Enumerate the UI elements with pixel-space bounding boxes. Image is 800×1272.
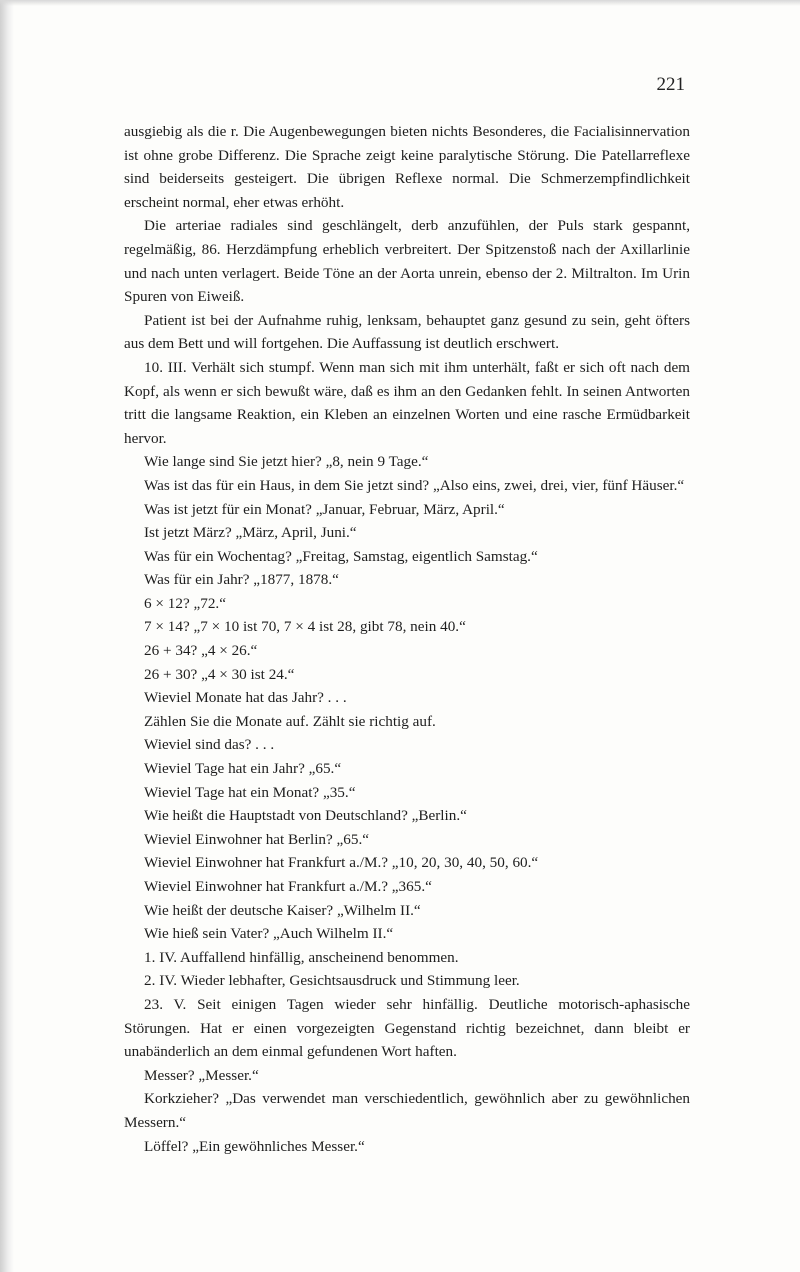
dialogue-line: Wieviel Tage hat ein Jahr? „65.“: [144, 760, 342, 778]
dialogue-line: Was ist jetzt für ein Monat? „Januar, Februar, März, April.“: [144, 500, 505, 518]
dialogue-line: Ist jetzt März? „März, April, Juni.“: [144, 524, 357, 542]
dialogue-line: Messer? „Messer.“: [144, 1066, 259, 1084]
dialogue-line: Was für ein Jahr? „1877, 1878.“: [144, 571, 339, 589]
paragraph: 23. V. Seit einigen Tagen wieder sehr hinfällig. Deutliche motorisch-aphasische Störungen. Hat er einen vorgezeigten Gegenstand richtig bezeichnet, dann bleibt er unabänderlich an dem einmal gefundenen Wort haften.: [124, 995, 690, 1061]
dialogue-line: Wieviel Einwohner hat Frankfurt a./M.? „365.“: [144, 878, 432, 895]
paragraph: 2. IV. Wieder lebhafter, Gesichtsausdruck und Stimmung leer.: [144, 972, 520, 990]
dialogue-line: Wie lange sind Sie jetzt hier? „8, nein 9 Tage.“: [144, 453, 429, 471]
dialogue-line: Zählen Sie die Monate auf. Zählt sie richtig auf.: [144, 712, 436, 730]
dialogue-line: Wie heißt die Hauptstadt von Deutschland? „Berlin.“: [144, 807, 467, 825]
binding-shadow: [0, 0, 14, 1272]
dialogue-line: Wieviel Monate hat das Jahr? . . .: [144, 689, 347, 707]
dialogue-line: Korkzieher? „Das verwendet man verschiedentlich, gewöhnlich aber zu gewöhnlichen Messern.“: [124, 1090, 690, 1131]
paragraph: ausgiebig als die r. Die Augenbewegungen bieten nichts Besonderes, die Facialisinnervation ist ohne grobe Differenz. Die Sprache zeigt keine paralytische Störung. Die Patellarreflexe sind beiderseits gesteigert. Die übrigen Reflexe normal. Die Schmerzempfindlichkeit erscheint normal, eher etwas erhöht.: [124, 123, 690, 211]
page-number: 221: [656, 74, 685, 95]
dialogue-line: Was ist das für ein Haus, in dem Sie jetzt sind? „Also eins, zwei, drei, vier, fünf Häuser.“: [144, 476, 685, 494]
dialogue-line: Wie hieß sein Vater? „Auch Wilhelm II.“: [144, 925, 394, 943]
dialogue-line: 7 × 14? „7 × 10 ist 70, 7 × 4 ist 28, gibt 78, nein 40.“: [144, 618, 466, 636]
dialogue-line: Löffel? „Ein gewöhnliches Messer.“: [144, 1137, 365, 1155]
body-text: [124, 120, 690, 1158]
dialogue-line: 26 + 30? „4 × 30 ist 24.“: [144, 665, 295, 683]
dialogue-line: Wieviel Einwohner hat Frankfurt a./M.? „10, 20, 30, 40, 50, 60.“: [144, 854, 539, 872]
paragraph: Die arteriae radiales sind geschlängelt, derb anzufühlen, der Puls stark gespannt, regelmäßig, 86. Herzdämpfung erheblich verbreitert. Der Spitzenstoß nach der Axillarlinie und nach unten verlagert. Beide Töne an der Aorta unrein, ebenso der 2. Miltralton. Im Urin Spuren von Eiweiß.: [124, 217, 690, 306]
dialogue-line: Wieviel sind das? . . .: [144, 736, 275, 754]
top-edge-shadow: [0, 0, 800, 6]
paragraph: 10. III. Verhält sich stumpf. Wenn man sich mit ihm unterhält, faßt er sich oft nach dem Kopf, als wenn er sich bewußt wäre, daß es ihm an den Gedanken fehlt. In seinen Antworten tritt die langsame Reaktion, ein Kleben an einzelnen Worten und eine rasche Ermüdbarkeit hervor.: [124, 358, 690, 447]
paragraph: Patient ist bei der Aufnahme ruhig, lenksam, behauptet ganz gesund zu sein, geht öfters aus dem Bett und will fortgehen. Die Auffassung ist deutlich erschwert.: [124, 311, 690, 353]
paragraph: 1. IV. Auffallend hinfällig, anscheinend benommen.: [144, 948, 459, 966]
dialogue-line: Wieviel Einwohner hat Berlin? „65.“: [144, 830, 370, 848]
dialogue-line: Wie heißt der deutsche Kaiser? „Wilhelm II.“: [144, 901, 421, 919]
dialogue-line: Was für ein Wochentag? „Freitag, Samstag, eigentlich Samstag.“: [144, 547, 538, 565]
dialogue-line: 6 × 12? „72.“: [144, 594, 226, 612]
dialogue-line: Wieviel Tage hat ein Monat? „35.“: [144, 783, 356, 801]
dialogue-line: 26 + 34? „4 × 26.“: [144, 642, 258, 660]
